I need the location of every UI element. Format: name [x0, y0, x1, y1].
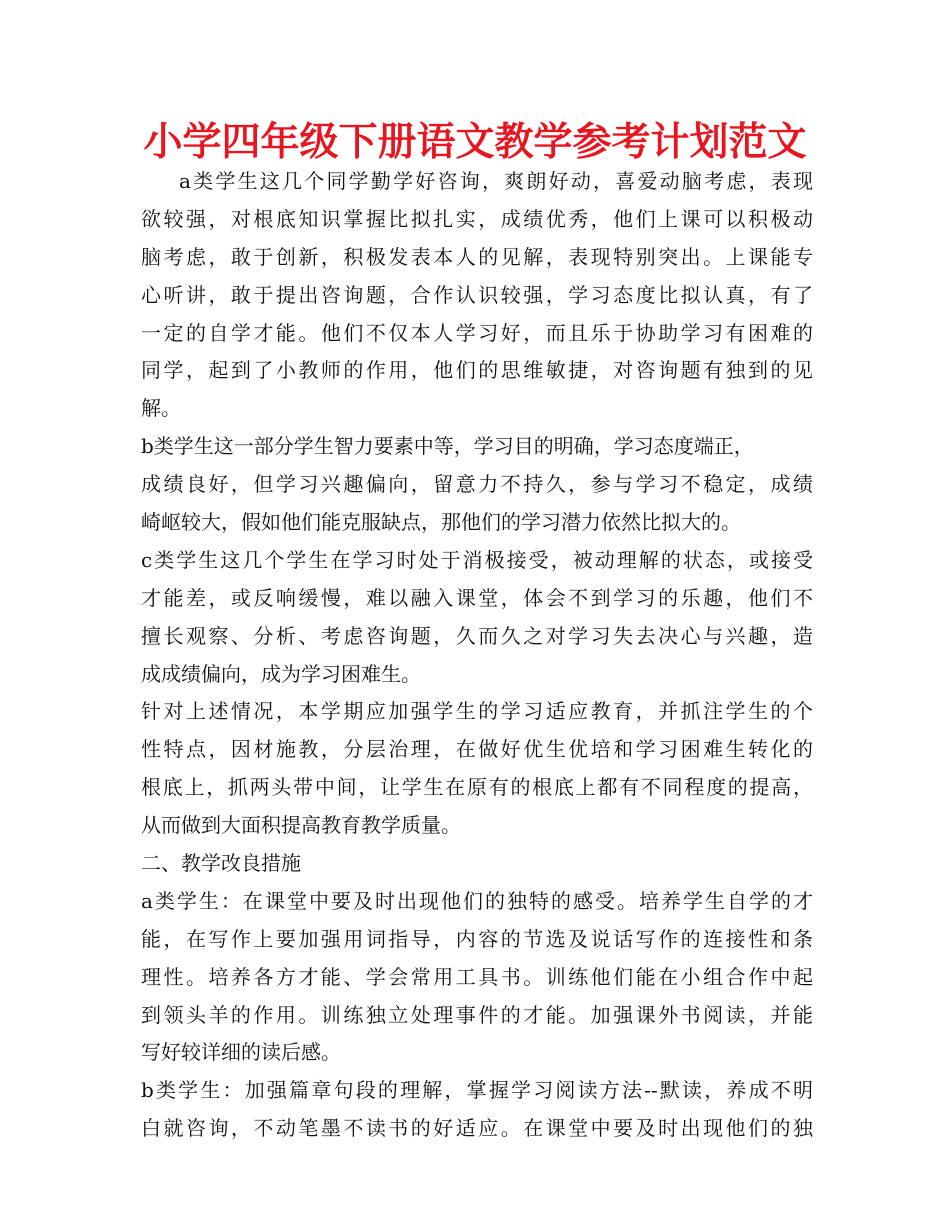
body-text-line: 成成绩偏向，成为学习困难生。	[141, 661, 421, 686]
body-text-line: 二、教学改良措施	[141, 851, 301, 876]
body-text-line: 性特点，因材施教，分层治理，在做好优生优培和学习困难生转化的	[141, 737, 813, 762]
body-text-line: 一定的自学才能。他们不仅本人学习好，而且乐于协助学习有困难的	[141, 320, 813, 345]
body-text-line: 白就咨询，不动笔墨不读书的好适应。在课堂中要及时出现他们的独	[141, 1116, 813, 1141]
body-text-line: 欲较强，对根底知识掌握比拟扎实，成绩优秀，他们上课可以积极动	[141, 206, 813, 231]
document-body	[141, 163, 813, 1148]
body-text-line: 成绩良好，但学习兴趣偏向，留意力不持久，参与学习不稳定，成绩	[141, 472, 813, 497]
body-text-line: 脑考虑，敢于创新，积极发表本人的见解，表现特别突出。上课能专	[141, 244, 813, 269]
body-text-line: b类学生这一部分学生智力要素中等，学习目的明确，学习态度端正，	[141, 434, 754, 459]
body-text-line: c类学生这几个学生在学习时处于消极接受，被动理解的状态，或接受	[141, 547, 813, 572]
body-text-line: 理性。培养各方才能、学会常用工具书。训练他们能在小组合作中起	[141, 964, 813, 989]
body-text-line: 同学，起到了小教师的作用，他们的思维敏捷，对咨询题有独到的见	[141, 358, 813, 383]
body-text-line: a类学生这几个同学勤学好咨询，爽朗好动，喜爱动脑考虑，表现	[179, 169, 813, 193]
body-text-line: a类学生：在课堂中要及时出现他们的独特的感受。培养学生自学的才	[141, 888, 813, 913]
body-text-line: 能，在写作上要加强用词指导，内容的节选及说话写作的连接性和条	[141, 926, 813, 951]
body-text-line: 心听讲，敢于提出咨询题，合作认识较强，学习态度比拟认真，有了	[141, 282, 813, 307]
body-text-line: 写好较详细的读后感。	[141, 1040, 341, 1065]
body-text-line: 崎岖较大，假如他们能克服缺点，那他们的学习潜力依然比拟大的。	[141, 510, 741, 535]
body-text-line: 根底上，抓两头带中间，让学生在原有的根底上都有不同程度的提高，	[141, 775, 813, 800]
body-text-line: 到领头羊的作用。训练独立处理事件的才能。加强课外书阅读，并能	[141, 1002, 813, 1027]
body-text-line: b类学生：加强篇章句段的理解，掌握学习阅读方法--默读，养成不明	[141, 1078, 813, 1103]
body-text-line: 擅长观察、分析、考虑咨询题，久而久之对学习失去决心与兴趣，造	[141, 623, 813, 648]
body-text-line: 解。	[141, 396, 181, 421]
document-title: 小学四年级下册语文教学参考计划范文	[143, 120, 807, 165]
body-text-line: 才能差，或反响缓慢，难以融入课堂，体会不到学习的乐趣，他们不	[141, 585, 813, 610]
body-text-line: 针对上述情况，本学期应加强学生的学习适应教育，并抓注学生的个	[141, 699, 813, 724]
body-text-line: 从而做到大面积提高教育教学质量。	[141, 813, 461, 838]
